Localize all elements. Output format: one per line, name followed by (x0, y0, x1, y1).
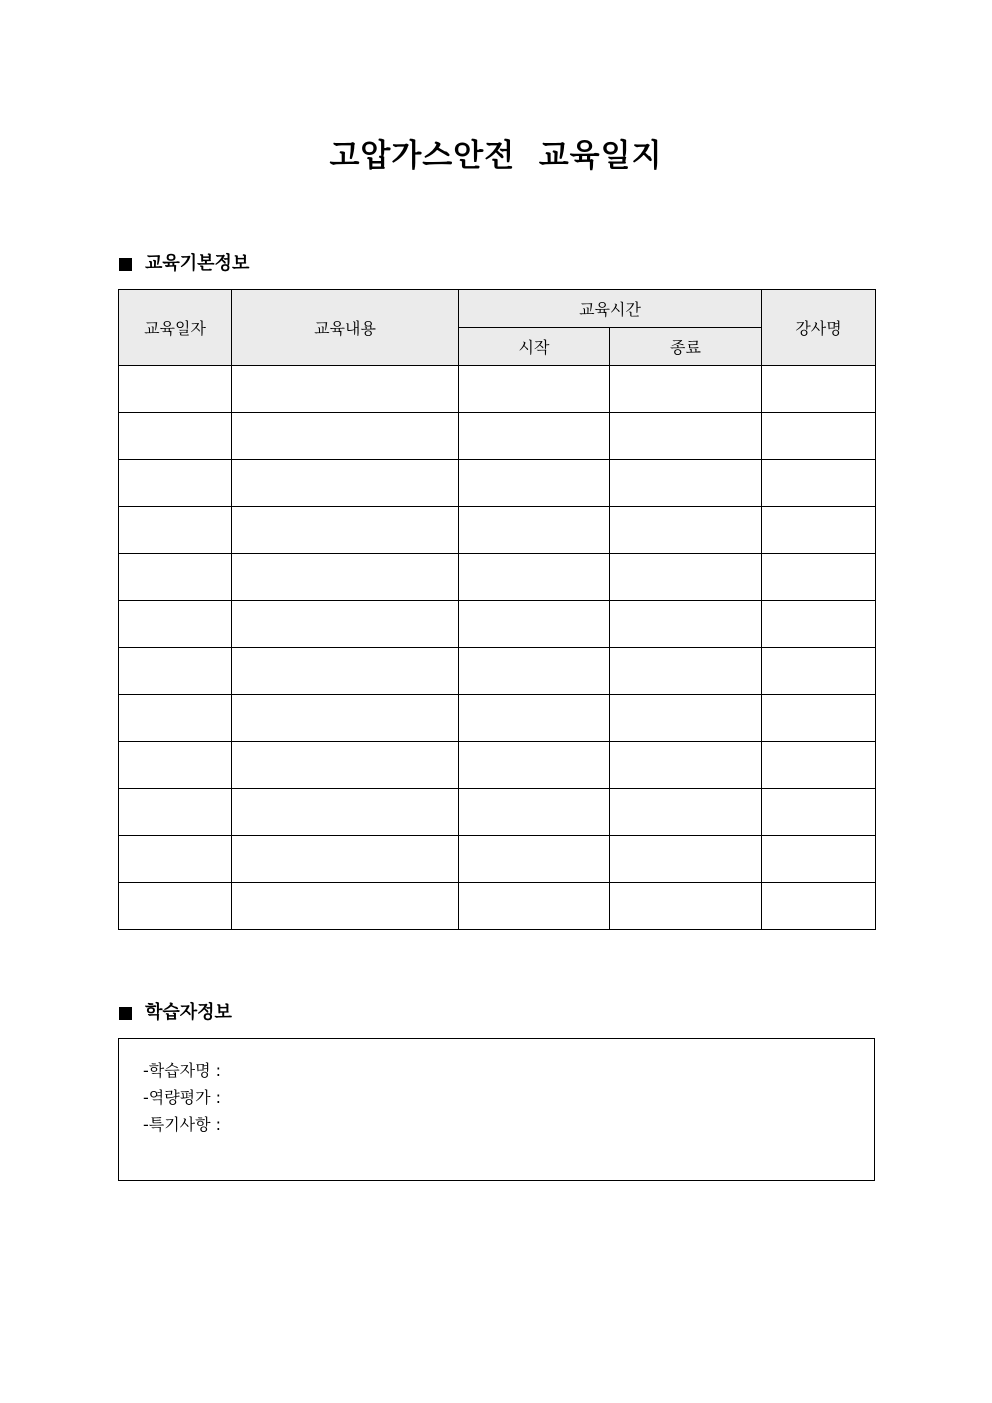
instructor-cell[interactable] (762, 601, 876, 648)
content-cell[interactable] (232, 742, 459, 789)
start-time-cell[interactable] (459, 460, 610, 507)
start-time-cell[interactable] (459, 554, 610, 601)
content-cell[interactable] (232, 601, 459, 648)
content-cell[interactable] (232, 460, 459, 507)
instructor-cell[interactable] (762, 695, 876, 742)
content-cell[interactable] (232, 554, 459, 601)
date-cell[interactable] (119, 742, 232, 789)
end-time-cell[interactable] (610, 695, 762, 742)
instructor-cell[interactable] (762, 413, 876, 460)
column-header-end: 종료 (610, 328, 762, 366)
date-cell[interactable] (119, 366, 232, 413)
date-cell[interactable] (119, 601, 232, 648)
table-row (119, 507, 876, 554)
content-cell[interactable] (232, 413, 459, 460)
learner-name-field[interactable]: -학습자명 : (143, 1061, 222, 1080)
table-row (119, 836, 876, 883)
date-cell[interactable] (119, 460, 232, 507)
instructor-cell[interactable] (762, 648, 876, 695)
content-cell[interactable] (232, 789, 459, 836)
table-row (119, 460, 876, 507)
content-cell[interactable] (232, 883, 459, 930)
square-bullet-icon (119, 1007, 132, 1020)
table-row (119, 601, 876, 648)
end-time-cell[interactable] (610, 836, 762, 883)
date-cell[interactable] (119, 883, 232, 930)
learner-info-box (118, 1038, 875, 1181)
start-time-cell[interactable] (459, 789, 610, 836)
end-time-cell[interactable] (610, 366, 762, 413)
end-time-cell[interactable] (610, 413, 762, 460)
learner-field-list (143, 1057, 221, 1138)
table-row (119, 883, 876, 930)
instructor-cell[interactable] (762, 460, 876, 507)
date-cell[interactable] (119, 554, 232, 601)
end-time-cell[interactable] (610, 789, 762, 836)
start-time-cell[interactable] (459, 695, 610, 742)
section-heading-label: 학습자정보 (145, 1002, 232, 1023)
start-time-cell[interactable] (459, 366, 610, 413)
table-row (119, 366, 876, 413)
start-time-cell[interactable] (459, 742, 610, 789)
date-cell[interactable] (119, 695, 232, 742)
section-heading-learner-info (119, 1001, 232, 1025)
end-time-cell[interactable] (610, 554, 762, 601)
instructor-cell[interactable] (762, 366, 876, 413)
instructor-cell[interactable] (762, 742, 876, 789)
document-title: 고압가스안전 교육일지 (329, 138, 663, 174)
date-cell[interactable] (119, 648, 232, 695)
column-header-time-group: 교육시간 (459, 290, 762, 328)
column-header-date: 교육일자 (119, 290, 232, 366)
end-time-cell[interactable] (610, 742, 762, 789)
date-cell[interactable] (119, 789, 232, 836)
section-heading-label: 교육기본정보 (145, 253, 250, 274)
content-cell[interactable] (232, 648, 459, 695)
content-cell[interactable] (232, 366, 459, 413)
instructor-cell[interactable] (762, 554, 876, 601)
start-time-cell[interactable] (459, 836, 610, 883)
content-cell[interactable] (232, 836, 459, 883)
start-time-cell[interactable] (459, 413, 610, 460)
square-bullet-icon (119, 258, 132, 271)
start-time-cell[interactable] (459, 507, 610, 554)
special-notes-field[interactable]: -특기사항 : (143, 1115, 222, 1134)
table-row (119, 648, 876, 695)
start-time-cell[interactable] (459, 883, 610, 930)
column-header-content: 교육내용 (232, 290, 459, 366)
date-cell[interactable] (119, 413, 232, 460)
column-header-start: 시작 (459, 328, 610, 366)
date-cell[interactable] (119, 836, 232, 883)
table-row (119, 789, 876, 836)
education-log-table (118, 289, 876, 930)
instructor-cell[interactable] (762, 507, 876, 554)
end-time-cell[interactable] (610, 507, 762, 554)
table-row (119, 413, 876, 460)
column-header-instructor: 강사명 (762, 290, 876, 366)
end-time-cell[interactable] (610, 601, 762, 648)
instructor-cell[interactable] (762, 883, 876, 930)
content-cell[interactable] (232, 695, 459, 742)
instructor-cell[interactable] (762, 789, 876, 836)
table-row (119, 695, 876, 742)
section-heading-basic-info (119, 252, 249, 276)
table-body (119, 366, 876, 930)
start-time-cell[interactable] (459, 648, 610, 695)
instructor-cell[interactable] (762, 836, 876, 883)
end-time-cell[interactable] (610, 460, 762, 507)
table-row (119, 742, 876, 789)
end-time-cell[interactable] (610, 883, 762, 930)
competency-evaluation-field[interactable]: -역량평가 : (143, 1088, 222, 1107)
start-time-cell[interactable] (459, 601, 610, 648)
content-cell[interactable] (232, 507, 459, 554)
end-time-cell[interactable] (610, 648, 762, 695)
date-cell[interactable] (119, 507, 232, 554)
table-row (119, 554, 876, 601)
